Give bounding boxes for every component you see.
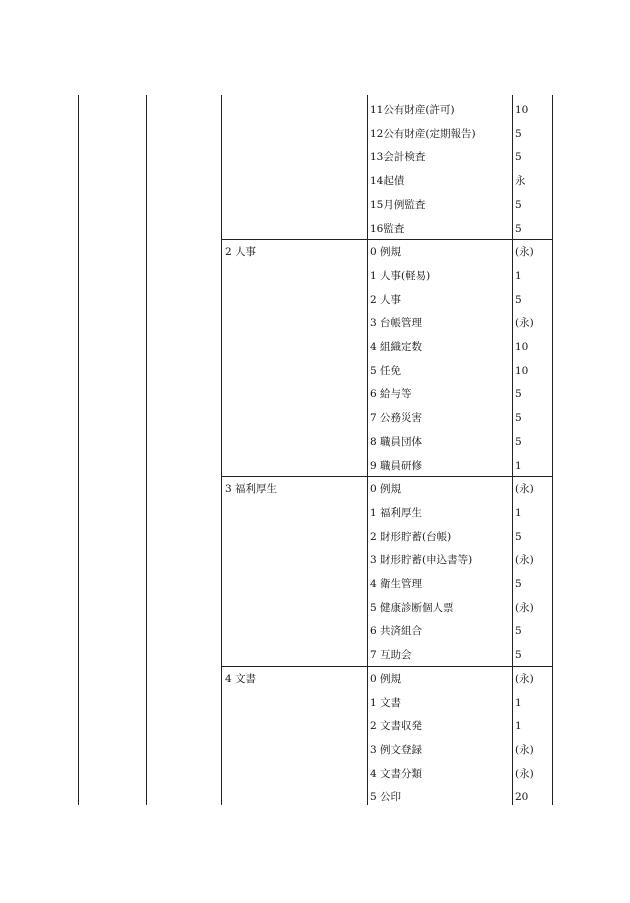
- category-label: 4 文書: [225, 672, 257, 685]
- item-label: 3 財形貯蓄(申込書等): [370, 554, 473, 567]
- item-label: 2 財形貯蓄(台帳): [370, 530, 452, 543]
- retention-years: 永: [515, 175, 526, 188]
- retention-years: (永): [515, 317, 534, 330]
- retention-years: 5: [515, 649, 522, 662]
- item-label: 13会計検査: [370, 151, 426, 164]
- item-label: 7 互助会: [370, 649, 412, 662]
- item-label: 1 福利厚生: [370, 506, 423, 519]
- group-separator: [221, 239, 553, 240]
- retention-years: (永): [515, 743, 534, 756]
- group-separator: [221, 476, 553, 477]
- item-label: 5 公印: [370, 791, 402, 804]
- item-label: 1 人事(軽易): [370, 269, 431, 282]
- item-label: 2 文書収発: [370, 720, 423, 733]
- retention-years: 1: [515, 459, 522, 472]
- item-label: 15月例監査: [370, 198, 426, 211]
- column-rule: [367, 95, 368, 805]
- retention-years: 1: [515, 696, 522, 709]
- item-label: 4 組織定数: [370, 341, 423, 353]
- item-label: 5 健康診断個人票: [370, 601, 454, 614]
- retention-years: (永): [515, 483, 534, 496]
- item-label: 0 例規: [370, 246, 402, 259]
- item-label: 5 任免: [370, 364, 402, 377]
- retention-years: 5: [515, 530, 522, 543]
- retention-years: 5: [515, 412, 522, 425]
- item-label: 4 衛生管理: [370, 578, 423, 590]
- retention-years: 1: [515, 269, 522, 282]
- item-label: 8 職員団体: [370, 435, 423, 448]
- retention-years: 10: [515, 364, 529, 377]
- retention-years: 10: [515, 104, 529, 116]
- retention-years: 20: [515, 791, 529, 804]
- retention-years: 10: [515, 341, 529, 353]
- retention-years: 1: [515, 506, 522, 519]
- retention-years: (永): [515, 601, 534, 614]
- item-label: 2 人事: [370, 293, 402, 306]
- retention-years: 5: [515, 293, 522, 306]
- item-label: 6 給与等: [370, 388, 412, 401]
- item-label: 3 台帳管理: [370, 317, 423, 330]
- column-rule: [512, 95, 513, 805]
- column-rule: [78, 95, 79, 805]
- item-label: 6 共済組合: [370, 625, 423, 638]
- item-label: 16監査: [370, 222, 405, 235]
- item-label: 3 例文登録: [370, 743, 423, 756]
- item-label: 0 例規: [370, 483, 402, 496]
- column-rule: [552, 95, 553, 805]
- group-separator: [221, 666, 553, 667]
- retention-years: (永): [515, 672, 534, 685]
- category-label: 2 人事: [225, 246, 257, 259]
- item-label: 4 文書分類: [370, 767, 423, 780]
- retention-years: 5: [515, 198, 522, 211]
- retention-years: 1: [515, 720, 522, 733]
- retention-years: 5: [515, 578, 522, 590]
- retention-years: (永): [515, 767, 534, 780]
- item-label: 7 公務災害: [370, 412, 423, 425]
- item-label: 0 例規: [370, 672, 402, 685]
- retention-years: (永): [515, 554, 534, 567]
- item-label: 11公有財産(許可): [370, 104, 455, 116]
- item-label: 12公有財産(定期報告): [370, 127, 476, 140]
- retention-years: 5: [515, 625, 522, 638]
- retention-years: 5: [515, 435, 522, 448]
- retention-years: 5: [515, 388, 522, 401]
- retention-years: 5: [515, 127, 522, 140]
- column-rule: [146, 95, 147, 805]
- retention-years: (永): [515, 246, 534, 259]
- column-rule: [221, 95, 222, 805]
- item-label: 14起債: [370, 175, 405, 188]
- item-label: 9 職員研修: [370, 459, 423, 472]
- item-label: 1 文書: [370, 696, 402, 709]
- category-label: 3 福利厚生: [225, 483, 278, 496]
- retention-years: 5: [515, 151, 522, 164]
- retention-years: 5: [515, 222, 522, 235]
